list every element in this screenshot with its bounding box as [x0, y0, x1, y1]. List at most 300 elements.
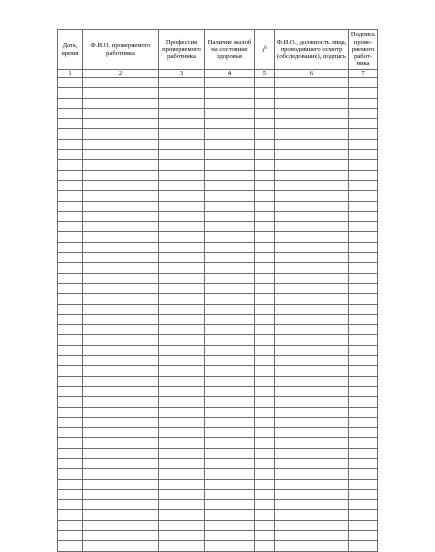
table-cell — [349, 150, 378, 160]
table-cell — [159, 273, 205, 283]
table-cell — [159, 489, 205, 499]
table-cell — [159, 428, 205, 438]
table-cell — [275, 294, 349, 304]
table-cell — [58, 479, 83, 489]
table-cell — [255, 335, 275, 345]
table-cell — [159, 211, 205, 221]
table-cell — [159, 531, 205, 541]
table-cell — [255, 98, 275, 108]
table-cell — [58, 489, 83, 499]
table-cell — [58, 335, 83, 345]
table-cell — [83, 191, 159, 201]
table-row — [58, 150, 378, 160]
header-temperature-degree: 0 — [264, 45, 267, 51]
table-cell — [159, 222, 205, 232]
table-cell — [205, 417, 255, 427]
table-cell — [159, 500, 205, 510]
table-row — [58, 500, 378, 510]
table-cell — [275, 191, 349, 201]
table-cell — [205, 304, 255, 314]
table-cell — [349, 211, 378, 221]
header-examiner: Ф.И.О., должность лица, проводившего осмотр (обследование), подпись — [275, 30, 349, 70]
table-row — [58, 479, 378, 489]
table-cell — [159, 325, 205, 335]
table-cell — [205, 479, 255, 489]
table-cell — [275, 180, 349, 190]
table-cell — [205, 253, 255, 263]
table-row — [58, 139, 378, 149]
table-cell — [349, 232, 378, 242]
table-row — [58, 201, 378, 211]
table-row — [58, 211, 378, 221]
table-cell — [349, 253, 378, 263]
table-cell — [255, 283, 275, 293]
table-cell — [349, 98, 378, 108]
table-row — [58, 520, 378, 530]
table-row — [58, 407, 378, 417]
table-cell — [349, 119, 378, 129]
table-cell — [205, 180, 255, 190]
column-number: 7 — [349, 70, 378, 78]
table-cell — [205, 108, 255, 118]
table-cell — [349, 201, 378, 211]
table-cell — [255, 520, 275, 530]
table-row — [58, 356, 378, 366]
header-temperature — [255, 30, 275, 70]
table-cell — [58, 500, 83, 510]
table-cell — [255, 222, 275, 232]
table-cell — [159, 78, 205, 88]
table-cell — [58, 170, 83, 180]
table-row — [58, 232, 378, 242]
table-cell — [58, 150, 83, 160]
column-number: 6 — [275, 70, 349, 78]
table-cell — [205, 541, 255, 551]
table-cell — [255, 253, 275, 263]
column-number-row — [58, 70, 378, 78]
table-row — [58, 108, 378, 118]
table-cell — [159, 376, 205, 386]
table-cell — [205, 150, 255, 160]
table-cell — [159, 180, 205, 190]
table-cell — [83, 366, 159, 376]
table-cell — [159, 170, 205, 180]
table-cell — [159, 386, 205, 396]
table-row — [58, 283, 378, 293]
table-cell — [83, 541, 159, 551]
table-cell — [159, 345, 205, 355]
table-cell — [205, 438, 255, 448]
table-cell — [205, 170, 255, 180]
table-row — [58, 88, 378, 98]
table-cell — [255, 160, 275, 170]
table-cell — [83, 376, 159, 386]
table-cell — [83, 531, 159, 541]
table-cell — [205, 98, 255, 108]
table-cell — [58, 129, 83, 139]
table-cell — [58, 520, 83, 530]
table-row — [58, 191, 378, 201]
table-cell — [275, 428, 349, 438]
table-cell — [349, 417, 378, 427]
table-cell — [83, 397, 159, 407]
table-cell — [275, 139, 349, 149]
table-cell — [275, 253, 349, 263]
table-cell — [83, 242, 159, 252]
table-cell — [275, 376, 349, 386]
table-cell — [205, 222, 255, 232]
table-cell — [275, 283, 349, 293]
table-cell — [58, 531, 83, 541]
table-cell — [159, 469, 205, 479]
table-cell — [159, 232, 205, 242]
table-cell — [159, 407, 205, 417]
table-row — [58, 160, 378, 170]
table-cell — [83, 119, 159, 129]
table-cell — [58, 325, 83, 335]
table-cell — [83, 232, 159, 242]
table-cell — [83, 469, 159, 479]
header-worker-name: Ф.И.О. проверяемого работника — [83, 30, 159, 70]
table-cell — [58, 283, 83, 293]
column-number: 4 — [205, 70, 255, 78]
table-cell — [275, 78, 349, 88]
table-cell — [275, 108, 349, 118]
table-cell — [349, 345, 378, 355]
table-cell — [205, 325, 255, 335]
table-cell — [255, 139, 275, 149]
table-cell — [255, 386, 275, 396]
table-cell — [83, 129, 159, 139]
table-cell — [58, 428, 83, 438]
table-cell — [83, 98, 159, 108]
table-cell — [205, 510, 255, 520]
column-number: 3 — [159, 70, 205, 78]
table-cell — [349, 397, 378, 407]
table-cell — [275, 407, 349, 417]
table-cell — [255, 129, 275, 139]
table-cell — [58, 78, 83, 88]
table-cell — [83, 304, 159, 314]
table-cell — [205, 407, 255, 417]
table-cell — [58, 242, 83, 252]
table-cell — [275, 201, 349, 211]
table-row — [58, 469, 378, 479]
table-cell — [255, 119, 275, 129]
table-cell — [83, 520, 159, 530]
table-cell — [255, 376, 275, 386]
table-cell — [83, 314, 159, 324]
table-cell — [205, 397, 255, 407]
table-cell — [255, 417, 275, 427]
table-row — [58, 541, 378, 551]
table-cell — [58, 356, 83, 366]
table-cell — [83, 170, 159, 180]
table-cell — [255, 294, 275, 304]
table-cell — [349, 335, 378, 345]
table-cell — [205, 500, 255, 510]
table-cell — [83, 201, 159, 211]
table-cell — [83, 108, 159, 118]
table-cell — [58, 366, 83, 376]
table-cell — [159, 356, 205, 366]
table-row — [58, 489, 378, 499]
table-cell — [349, 376, 378, 386]
table-cell — [83, 88, 159, 98]
table-cell — [275, 170, 349, 180]
table-row — [58, 345, 378, 355]
table-cell — [159, 541, 205, 551]
table-row — [58, 314, 378, 324]
table-cell — [58, 458, 83, 468]
table-cell — [83, 489, 159, 499]
table-cell — [275, 211, 349, 221]
table-cell — [159, 242, 205, 252]
table-cell — [83, 438, 159, 448]
table-cell — [58, 304, 83, 314]
table-cell — [255, 201, 275, 211]
table-cell — [349, 510, 378, 520]
table-row — [58, 294, 378, 304]
table-cell — [58, 397, 83, 407]
table-cell — [255, 273, 275, 283]
table-cell — [255, 242, 275, 252]
table-cell — [58, 510, 83, 520]
table-row — [58, 335, 378, 345]
table-cell — [83, 335, 159, 345]
table-row — [58, 119, 378, 129]
table-cell — [83, 325, 159, 335]
table-cell — [205, 242, 255, 252]
table-cell — [275, 366, 349, 376]
table-cell — [205, 273, 255, 283]
table-cell — [275, 222, 349, 232]
table-cell — [58, 139, 83, 149]
table-cell — [159, 510, 205, 520]
table-cell — [83, 356, 159, 366]
table-cell — [255, 366, 275, 376]
table-cell — [255, 407, 275, 417]
table-cell — [58, 469, 83, 479]
table-cell — [275, 273, 349, 283]
table-cell — [349, 139, 378, 149]
table-cell — [349, 531, 378, 541]
table-row — [58, 253, 378, 263]
table-cell — [275, 458, 349, 468]
table-cell — [205, 469, 255, 479]
table-cell — [349, 458, 378, 468]
header-worker-profession: Профессия проверяемого работника — [159, 30, 205, 70]
table-cell — [205, 139, 255, 149]
table-cell — [159, 88, 205, 98]
table-cell — [255, 304, 275, 314]
table-cell — [349, 170, 378, 180]
table-cell — [255, 88, 275, 98]
table-cell — [205, 428, 255, 438]
table-cell — [58, 253, 83, 263]
table-cell — [349, 325, 378, 335]
table-cell — [349, 520, 378, 530]
table-cell — [58, 98, 83, 108]
table-cell — [349, 541, 378, 551]
header-row — [58, 30, 378, 70]
table-cell — [205, 294, 255, 304]
table-cell — [349, 428, 378, 438]
table-cell — [83, 222, 159, 232]
table-cell — [83, 345, 159, 355]
table-row — [58, 386, 378, 396]
header-temperature-label: t — [262, 46, 265, 54]
table-cell — [255, 356, 275, 366]
table-row — [58, 325, 378, 335]
table-cell — [255, 191, 275, 201]
table-cell — [349, 242, 378, 252]
table-cell — [275, 500, 349, 510]
table-cell — [205, 78, 255, 88]
table-cell — [159, 253, 205, 263]
table-cell — [83, 253, 159, 263]
table-cell — [205, 531, 255, 541]
table-cell — [58, 211, 83, 221]
table-cell — [275, 510, 349, 520]
table-cell — [205, 335, 255, 345]
table-cell — [349, 407, 378, 417]
table-cell — [159, 139, 205, 149]
table-cell — [58, 222, 83, 232]
table-cell — [205, 160, 255, 170]
table-cell — [349, 314, 378, 324]
table-cell — [159, 129, 205, 139]
table-cell — [275, 335, 349, 345]
table-cell — [159, 108, 205, 118]
table-cell — [205, 376, 255, 386]
table-cell — [83, 283, 159, 293]
table-cell — [275, 438, 349, 448]
table-cell — [349, 222, 378, 232]
table-cell — [205, 119, 255, 129]
table-cell — [159, 191, 205, 201]
table-cell — [205, 448, 255, 458]
table-cell — [255, 150, 275, 160]
table-cell — [83, 160, 159, 170]
table-cell — [159, 160, 205, 170]
table-cell — [275, 541, 349, 551]
table-cell — [349, 386, 378, 396]
table-cell — [275, 397, 349, 407]
table-row — [58, 222, 378, 232]
table-cell — [159, 479, 205, 489]
table-cell — [205, 386, 255, 396]
table-cell — [58, 201, 83, 211]
table-cell — [255, 325, 275, 335]
table-row — [58, 273, 378, 283]
table-cell — [255, 314, 275, 324]
table-cell — [58, 448, 83, 458]
health-check-journal-table — [57, 29, 378, 552]
table-row — [58, 98, 378, 108]
table-cell — [58, 273, 83, 283]
table-cell — [58, 263, 83, 273]
table-cell — [255, 397, 275, 407]
table-cell — [83, 139, 159, 149]
table-cell — [275, 531, 349, 541]
table-cell — [58, 386, 83, 396]
table-cell — [159, 448, 205, 458]
column-number: 1 — [58, 70, 83, 78]
table-cell — [255, 469, 275, 479]
table-row — [58, 531, 378, 541]
table-cell — [275, 386, 349, 396]
header-date-time: Дата, время — [58, 30, 83, 70]
table-cell — [83, 150, 159, 160]
table-cell — [83, 500, 159, 510]
table-cell — [83, 78, 159, 88]
table-cell — [205, 211, 255, 221]
table-cell — [255, 78, 275, 88]
table-row — [58, 376, 378, 386]
table-cell — [58, 160, 83, 170]
table-cell — [255, 263, 275, 273]
table-cell — [349, 438, 378, 448]
table-cell — [58, 88, 83, 98]
table-cell — [205, 201, 255, 211]
table-cell — [349, 283, 378, 293]
table-cell — [159, 263, 205, 273]
table-cell — [159, 438, 205, 448]
table-row — [58, 428, 378, 438]
table-cell — [58, 407, 83, 417]
table-cell — [205, 458, 255, 468]
table-cell — [205, 366, 255, 376]
table-cell — [58, 108, 83, 118]
table-cell — [58, 417, 83, 427]
table-cell — [255, 479, 275, 489]
table-cell — [349, 273, 378, 283]
table-cell — [205, 263, 255, 273]
table-cell — [275, 345, 349, 355]
table-cell — [275, 448, 349, 458]
table-cell — [159, 150, 205, 160]
table-cell — [349, 469, 378, 479]
table-cell — [83, 448, 159, 458]
table-cell — [83, 386, 159, 396]
table-cell — [255, 489, 275, 499]
journal-body — [58, 78, 378, 552]
table-cell — [159, 314, 205, 324]
table-cell — [275, 489, 349, 499]
table-cell — [349, 500, 378, 510]
table-cell — [159, 98, 205, 108]
table-cell — [275, 356, 349, 366]
table-cell — [159, 520, 205, 530]
table-cell — [255, 458, 275, 468]
table-cell — [83, 417, 159, 427]
table-cell — [349, 448, 378, 458]
table-cell — [255, 510, 275, 520]
table-cell — [275, 160, 349, 170]
table-cell — [83, 273, 159, 283]
table-row — [58, 448, 378, 458]
table-cell — [205, 345, 255, 355]
table-cell — [159, 119, 205, 129]
table-cell — [159, 397, 205, 407]
table-row — [58, 366, 378, 376]
table-cell — [83, 211, 159, 221]
table-cell — [255, 531, 275, 541]
table-cell — [349, 108, 378, 118]
table-row — [58, 242, 378, 252]
table-row — [58, 458, 378, 468]
